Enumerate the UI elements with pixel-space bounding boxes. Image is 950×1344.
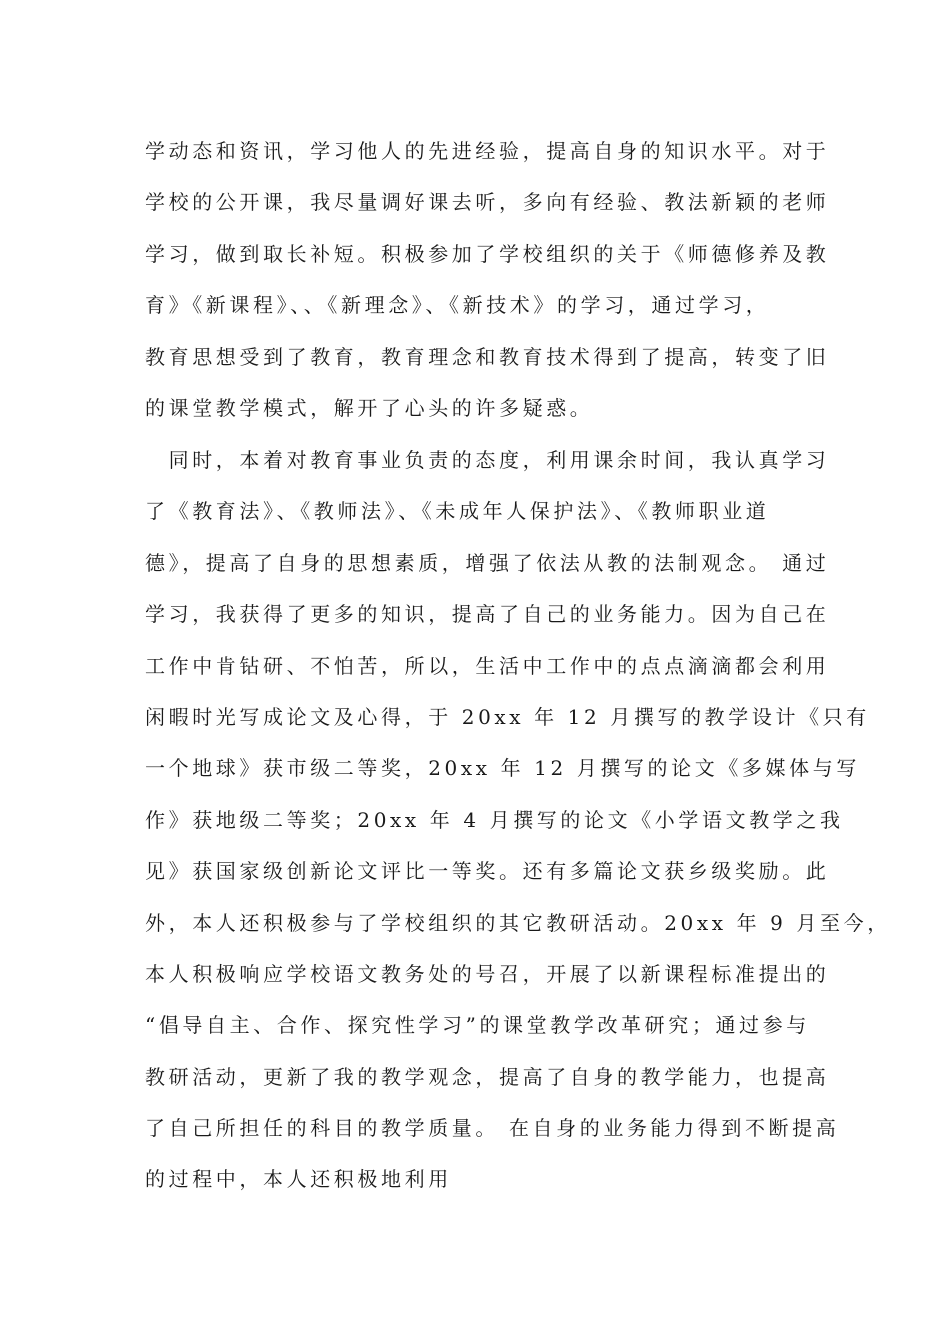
text-line: 学校的公开课，我尽量调好课去听，多向有经验、教法新颖的老师 (145, 190, 830, 215)
text-line: 一个地球》获市级二等奖，20xx 年 12 月撰写的论文《多媒体与写 (145, 756, 860, 781)
text-line: 本人积极响应学校语文教务处的号召，开展了以新课程标准提出的 (145, 961, 830, 986)
paragraph-1 (145, 126, 830, 434)
text-line: 见》获国家级创新论文评比一等奖。还有多篇论文获乡级奖励。此 (145, 859, 830, 884)
text-line: 同时，本着对教育事业负责的态度，利用课余时间，我认真学习 (145, 448, 830, 472)
text-line: 德》，提高了自身的思想素质，增强了依法从教的法制观念。 通过 (145, 550, 830, 575)
paragraph-2 (145, 435, 891, 1206)
text-line: 教育思想受到了教育，教育理念和教育技术得到了提高，转变了旧 (145, 344, 830, 369)
text-line: 学习，做到取长补短。积极参加了学校组织的关于《师德修养及教 (145, 241, 830, 266)
text-line: 外，本人还积极参与了学校组织的其它教研活动。20xx 年 9 月至今， (145, 910, 891, 935)
text-line: 了自己所担任的科目的教学质量。 在自身的业务能力得到不断提高 (145, 1116, 840, 1141)
text-line: 作》获地级二等奖；20xx 年 4 月撰写的论文《小学语文教学之我 (145, 807, 844, 832)
text-line: 学习，我获得了更多的知识，提高了自己的业务能力。因为自己在 (145, 602, 830, 627)
text-line: 了《教育法》、《教师法》、《未成年人保护法》、《教师职业道 (145, 499, 770, 524)
text-line: 的课堂教学模式，解开了心头的许多疑惑。 (145, 395, 594, 420)
text-line: 闲暇时光写成论文及心得，于 20xx 年 12 月撰写的教学设计《只有 (145, 704, 870, 729)
text-line: 育》《新课程》、、《新理念》、《新技术》的学习，通过学习， (145, 293, 770, 318)
text-line: 教研活动，更新了我的教学观念，提高了自身的教学能力，也提高 (145, 1064, 830, 1089)
text-line: “倡导自主、合作、探究性学习”的课堂教学改革研究；通过参与 (145, 1013, 810, 1038)
text-line: 工作中肯钻研、不怕苦，所以，生活中工作中的点点滴滴都会利用 (145, 653, 830, 678)
text-line: 的过程中，本人还积极地利用 (145, 1167, 452, 1192)
text-line: 学动态和资讯，学习他人的先进经验，提高自身的知识水平。对于 (145, 139, 830, 163)
